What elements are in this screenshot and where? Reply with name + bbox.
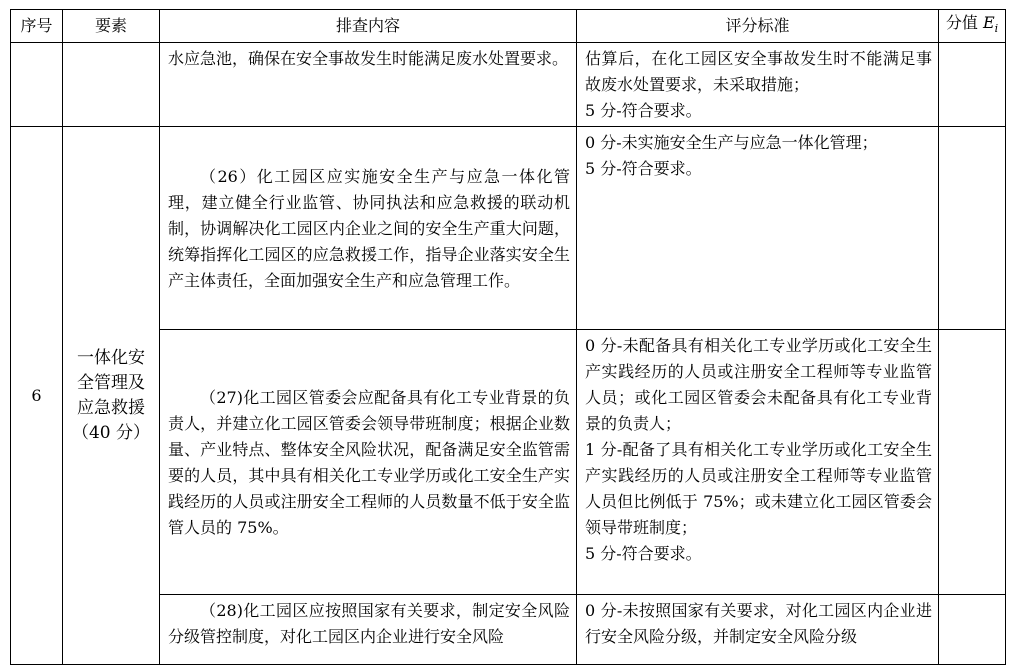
criteria-line: 估算后，在化工园区安全事故发生时不能满足事故废水处置要求，未采取措施； xyxy=(585,49,932,95)
header-score-label: 分值 xyxy=(945,13,983,32)
cell-content xyxy=(160,127,577,330)
content-text: 水应急池，确保在安全事故发生时能满足废水处置要求。 xyxy=(168,49,569,69)
cell-score xyxy=(939,43,1006,127)
cell-content xyxy=(160,330,577,595)
cell-content xyxy=(160,595,577,665)
criteria-line: 5 分-符合要求。 xyxy=(585,159,702,179)
cell-score xyxy=(939,595,1006,665)
element-line: 全管理及 xyxy=(77,372,145,393)
content-text: （27)化工园区管委会应配备具有化工专业背景的负责人，并建立化工园区管委会领导带班制度；根据企业数量、产业特点、整体安全风险状况，配备满足安全监管需要的人员，其中具有相关化工专业学历或化工安全生产实践经历的人员或注册安全工程师的人员数量不低于安全监管人员的 75%。 xyxy=(168,387,570,537)
content-text: （28)化工园区应按照国家有关要求，制定安全风险分级管控制度，对化工园区内企业进行安全风险 xyxy=(168,601,570,647)
cell-group-element xyxy=(63,127,160,665)
table-header-row xyxy=(11,10,1006,43)
criteria-line: 0 分-未实施安全生产与应急一体化管理； xyxy=(585,133,878,153)
header-score xyxy=(939,10,1006,43)
cell-criteria xyxy=(577,43,939,127)
cell-group-no: 6 xyxy=(11,127,63,665)
element-line: 一体化安 xyxy=(77,347,145,368)
evaluation-table xyxy=(10,9,1006,665)
content-text: （26）化工园区应实施安全生产与应急一体化管理，建立健全行业监管、协同执法和应急救援的联动机制，协调解决化工园区内企业之间的安全生产重大问题，统筹指挥化工园区的应急救援工作，指导企业落实安全生产主体责任，全面加强安全生产和应急管理工作。 xyxy=(168,166,570,290)
cell-no-empty xyxy=(11,43,63,127)
cell-content xyxy=(160,43,577,127)
element-line: 应急救援 xyxy=(77,397,145,418)
cell-score xyxy=(939,330,1006,595)
criteria-line: 1 分-配备了具有相关化工专业学历或化工安全生产实践经历的人员或注册安全工程师等专业监管人员但比例低于 75%；或未建立化工园区管委会领导带班制度； xyxy=(585,440,932,538)
cell-score xyxy=(939,127,1006,330)
cell-criteria xyxy=(577,330,939,595)
header-no: 序号 xyxy=(11,10,63,43)
header-element: 要素 xyxy=(63,10,160,43)
cell-criteria xyxy=(577,127,939,330)
cell-element-empty xyxy=(63,43,160,127)
criteria-line: 0 分-未按照国家有关要求，对化工园区内企业进行安全风险分级，并制定安全风险分级 xyxy=(585,601,932,647)
header-score-symbol: E xyxy=(982,13,995,32)
header-score-subscript: i xyxy=(994,22,999,36)
criteria-line: 5 分-符合要求。 xyxy=(585,544,702,564)
cell-criteria xyxy=(577,595,939,665)
table-row xyxy=(11,595,1006,665)
criteria-line: 5 分-符合要求。 xyxy=(585,101,702,121)
header-criteria: 评分标准 xyxy=(577,10,939,43)
table-row xyxy=(11,330,1006,595)
criteria-line: 0 分-未配备具有相关化工专业学历或化工安全生产实践经历的人员或注册安全工程师等专业监管人员；或化工园区管委会未配备具有化工专业背景的负责人； xyxy=(585,336,932,434)
table-row xyxy=(11,127,1006,330)
element-line: （40 分） xyxy=(71,422,151,443)
header-content: 排查内容 xyxy=(160,10,577,43)
table-row xyxy=(11,43,1006,127)
